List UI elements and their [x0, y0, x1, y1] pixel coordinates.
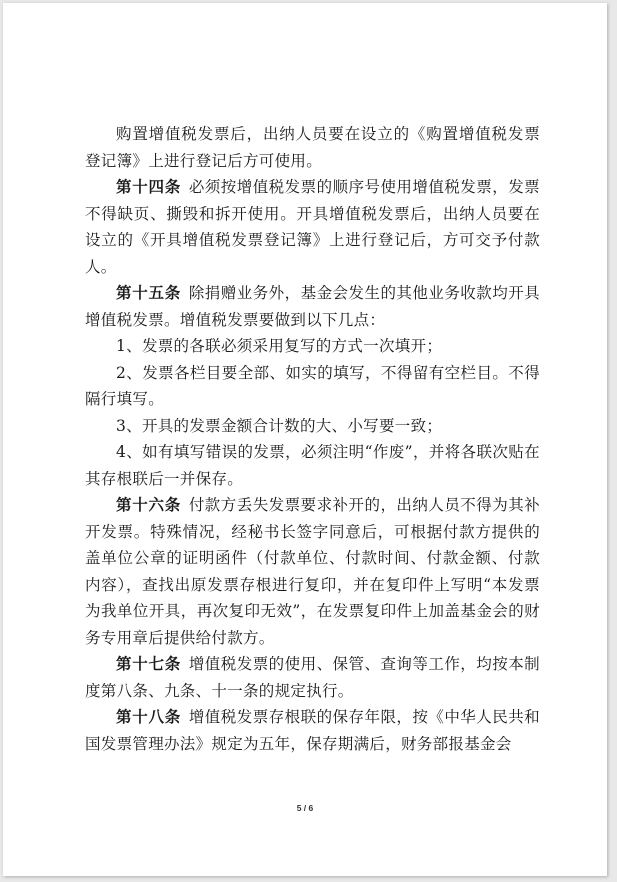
list-item-2 — [85, 360, 540, 413]
document-page — [3, 3, 607, 876]
paragraph-text: 2、发票各栏目要全部、如实的填写，不得留有空栏目。不得隔行填写。 — [85, 363, 540, 408]
paragraph-text: 除捐赠业务外，基金会发生的其他业务收款均开具增值税发票。增值税发票要做到以下几点： — [85, 284, 540, 329]
page-number: 5 / 6 — [296, 803, 314, 813]
paragraph-article-18 — [85, 704, 540, 757]
paragraph-article-16 — [85, 492, 540, 651]
paragraph-text: 4、如有填写错误的发票，必须注明“作废”，并将各联次贴在其存根联后一并保存。 — [85, 443, 540, 488]
paragraph-text: 3、开具的发票金额合计数的大、小写要一致； — [116, 416, 443, 435]
paragraph-text: 购置增值税发票后，出纳人员要在设立的《购置增值税发票登记簿》上进行登记后方可使用。 — [85, 125, 540, 170]
paragraph-text: 1、发票的各联必须采用复写的方式一次填开； — [116, 337, 443, 355]
paragraph-text: 付款方丢失发票要求补开的，出纳人员不得为其补开发票。特殊情况，经秘书长签字同意后，可根据付款方提供的盖单位公章的证明函件（付款单位、付款时间、付款金额、付款内容），查找出原发票存根进行复印，并在复印件上写明“本发票为我单位开具，再次复印无效”，在发票复印件上加盖基金会的财务专用章后提供给付款方。 — [85, 496, 540, 647]
list-item-1 — [85, 333, 540, 360]
paragraph-article-15 — [85, 280, 540, 333]
list-item-3 — [85, 413, 540, 440]
article-heading: 第十八条 — [116, 707, 182, 726]
paragraph-article-17 — [85, 651, 540, 704]
paragraph-text: 必须按增值税发票的顺序号使用增值税发票，发票不得缺页、撕毁和拆开使用。开具增值税发票后，出纳人员要在设立的《开具增值税发票登记簿》上进行登记后，方可交予付款人。 — [85, 178, 540, 276]
paragraph-1 — [85, 121, 540, 174]
article-heading: 第十六条 — [116, 495, 182, 514]
document-body — [85, 121, 540, 757]
paragraph-text: 增值税发票存根联的保存年限，按《中华人民共和国发票管理办法》规定为五年，保存期满后，财务部报基金会 — [85, 708, 540, 753]
article-heading: 第十五条 — [116, 283, 182, 302]
paragraph-text: 增值税发票的使用、保管、查询等工作，均按本制度第八条、九条、十一条的规定执行。 — [85, 655, 540, 700]
article-heading: 第十四条 — [116, 177, 182, 196]
list-item-4 — [85, 439, 540, 492]
paragraph-article-14 — [85, 174, 540, 280]
article-heading: 第十七条 — [116, 654, 182, 673]
